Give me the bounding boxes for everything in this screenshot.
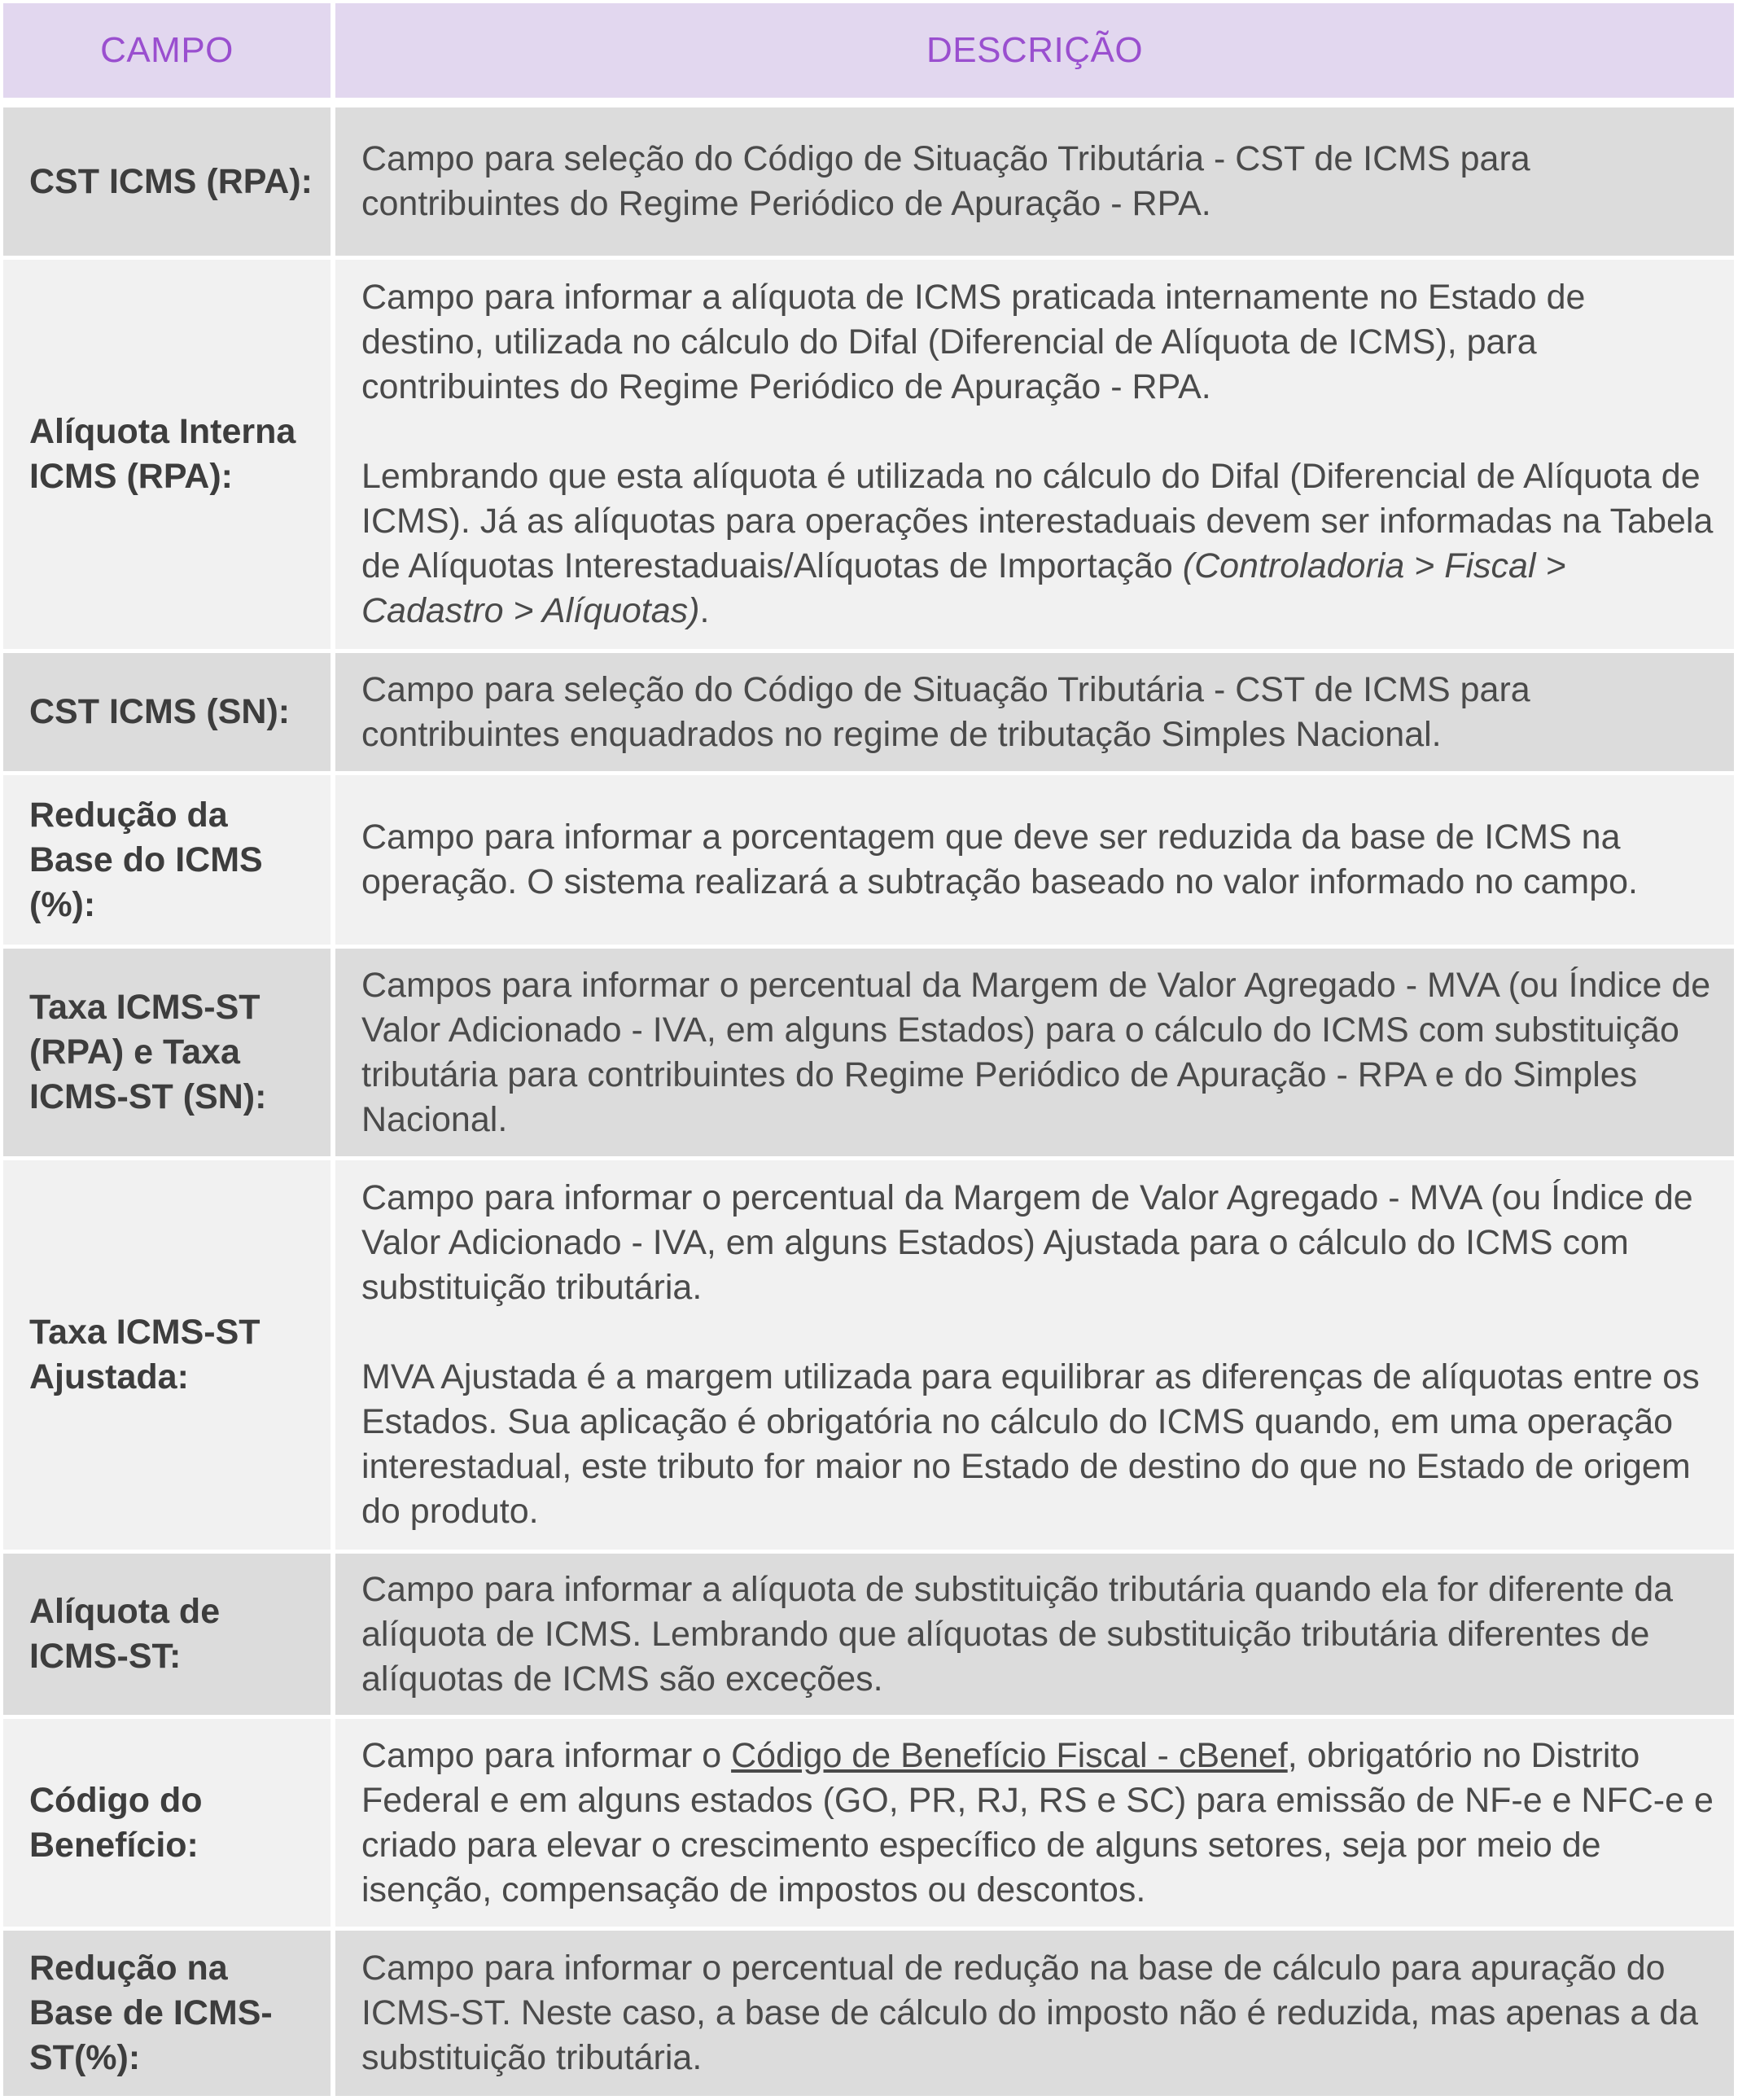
field-description [335, 1719, 1734, 1931]
description-paragraph: MVA Ajustada é a margem utilizada para equilibrar as diferenças de alíquotas entre os Estados. Sua aplicação é obrigatória no cálculo do ICMS quando, em uma operação interestadual, este tributo for maior no Estado de destino do que no Estado de origem do produto. [361, 1357, 1700, 1531]
field-description [335, 775, 1734, 949]
field-description [335, 1931, 1734, 2100]
description-paragraph: Campo para informar o percentual de redução na base de cálculo para apuração do ICMS-ST. Neste caso, a base de cálculo do imposto não é reduzida, mas apenas a da substituição tributária. [361, 1949, 1699, 2077]
field-name: Taxa ICMS-ST (RPA) e Taxa ICMS-ST (SN): [3, 949, 335, 1160]
description-text: Campo para informar o [361, 1735, 732, 1775]
table-row [3, 1160, 1734, 1554]
field-description [335, 260, 1734, 653]
description-text: Lembrando que esta alíquota é utilizada no cálculo do Difal (Diferencial de Alíquota de ICMS). Já as alíquotas para operações interestaduais devem ser informadas na Tabela de Alíquotas Interestaduais/Alíquotas de Importação [361, 457, 1714, 585]
table-row [3, 1931, 1734, 2100]
description-paragraph: Campos para informar o percentual da Margem de Valor Agregado - MVA (ou Índice de Valor Adicionado - IVA, em alguns Estados) para o cálculo do ICMS com substituição tributária para contribuintes do Regime Periódico de Apuração - RPA e do Simples Nacional. [361, 965, 1711, 1139]
field-name: Taxa ICMS-ST Ajustada: [3, 1160, 335, 1554]
field-description [335, 1160, 1734, 1554]
table-row [3, 1554, 1734, 1719]
field-description [335, 107, 1734, 260]
description-text: . [699, 591, 710, 630]
description-paragraph [361, 1734, 1714, 1913]
field-name: Redução na Base de ICMS-ST(%): [3, 1931, 335, 2100]
field-name: Alíquota Interna ICMS (RPA): [3, 260, 335, 653]
description-paragraph: Campo para seleção do Código de Situação Tributária - CST de ICMS para contribuintes enquadrados no regime de tributação Simples Nacional. [361, 669, 1530, 754]
column-header-descricao: DESCRIÇÃO [335, 3, 1734, 107]
table-row [3, 1719, 1734, 1931]
description-paragraph: Campo para informar a alíquota de ICMS praticada internamente no Estado de destino, utilizada no cálculo do Difal (Diferencial de Alíquota de ICMS), para contribuintes do Regime Periódico de Apuração - RPA. [361, 278, 1586, 406]
field-name: Redução da Base do ICMS (%): [3, 775, 335, 949]
table-row [3, 775, 1734, 949]
description-paragraph [361, 454, 1714, 634]
cbenef-link[interactable]: Código de Benefício Fiscal - cBenef [731, 1735, 1288, 1775]
field-name: Código do Benefício: [3, 1719, 335, 1931]
column-header-campo: CAMPO [3, 3, 335, 107]
description-paragraph: Campo para informar a porcentagem que deve ser reduzida da base de ICMS na operação. O sistema realizará a subtração baseado no valor informado no campo. [361, 818, 1638, 901]
fields-description-table [3, 3, 1734, 2100]
description-paragraph: Campo para informar a alíquota de substituição tributária quando ela for diferente da alíquota de ICMS. Lembrando que alíquotas de substituição tributária diferentes de alíquotas de ICMS são exceções. [361, 1569, 1674, 1699]
field-description [335, 949, 1734, 1160]
field-description [335, 653, 1734, 775]
menu-path: (Controladoria > Fiscal > Cadastro > Alíquotas) [361, 546, 1566, 630]
field-name: Alíquota de ICMS-ST: [3, 1554, 335, 1719]
description-paragraph: Campo para seleção do Código de Situação Tributária - CST de ICMS para contribuintes do Regime Periódico de Apuração - RPA. [361, 139, 1530, 223]
description-paragraph: Campo para informar o percentual da Margem de Valor Agregado - MVA (ou Índice de Valor Adicionado - IVA, em alguns Estados) Ajustada para o cálculo do ICMS com substituição tributária. [361, 1178, 1693, 1307]
table-row [3, 949, 1734, 1160]
table-row [3, 653, 1734, 775]
field-name: CST ICMS (RPA): [3, 107, 335, 260]
table-row [3, 260, 1734, 653]
table-header-row [3, 3, 1734, 107]
field-name: CST ICMS (SN): [3, 653, 335, 775]
field-description [335, 1554, 1734, 1719]
table-row [3, 107, 1734, 260]
description-text: , obrigatório no Distrito Federal e em alguns estados (GO, PR, RJ, RS e SC) para emissão de NF-e e NFC-e e criado para elevar o crescimento específico de alguns setores, seja por meio de isenção, compensação de impostos ou descontos. [361, 1735, 1714, 1909]
